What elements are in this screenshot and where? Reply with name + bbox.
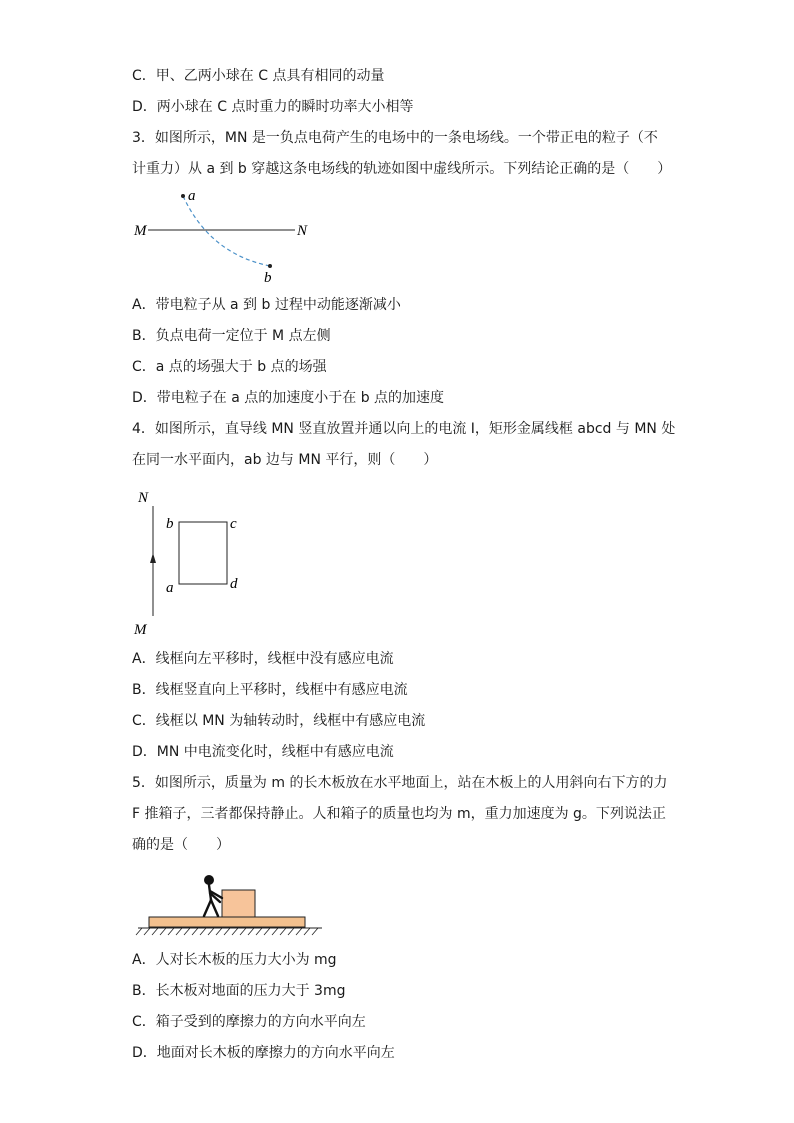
q4-stem-line1: 4．如图所示，直导线 MN 竖直放置并通以向上的电流 I，矩形金属线框 abcd 与 MN 处 [132, 421, 676, 437]
q5-stem-line3: 确的是（ ） [132, 837, 230, 853]
person-icon [204, 875, 222, 916]
ground-hatching [136, 928, 318, 935]
q2-option-d: D．两小球在 C 点时重力的瞬时功率大小相等 [132, 99, 414, 115]
q5-option-d: D．地面对长木板的摩擦力的方向水平向左 [132, 1045, 395, 1061]
label-c: c [230, 516, 237, 532]
q5-person-box-board-figure [132, 866, 332, 938]
current-arrow-icon [150, 553, 156, 563]
q4-stem-line2: 在同一水平面内，ab 边与 MN 平行，则（ ） [132, 452, 438, 468]
q3-stem-line2: 计重力）从 a 到 b 穿越这条电场线的轨迹如图中虚线所示。下列结论正确的是（ ） [132, 161, 672, 177]
q5-stem-line1: 5．如图所示，质量为 m 的长木板放在水平地面上，站在木板上的人用斜向右下方的力 [132, 775, 668, 791]
q3-option-d: D．带电粒子在 a 点的加速度小于在 b 点的加速度 [132, 390, 445, 406]
q3-field-line-figure [130, 186, 320, 286]
metal-loop-abcd [179, 522, 227, 584]
particle-trajectory [183, 196, 270, 266]
label-b: b [166, 516, 174, 532]
q4-option-d: D．MN 中电流变化时，线框中有感应电流 [132, 744, 394, 760]
q5-option-c: C．箱子受到的摩擦力的方向水平向左 [132, 1014, 366, 1030]
label-m: M [134, 223, 147, 239]
label-m: M [134, 622, 147, 638]
label-d: d [230, 576, 238, 592]
label-a: a [188, 188, 196, 204]
label-n: N [297, 223, 308, 239]
point-b [268, 264, 272, 268]
label-n: N [138, 490, 149, 506]
q4-option-c: C．线框以 MN 为轴转动时，线框中有感应电流 [132, 713, 426, 729]
q5-stem-line2: F 推箱子，三者都保持静止。人和箱子的质量也均为 m，重力加速度为 g。下列说法正 [132, 806, 666, 822]
q3-option-c: C．a 点的场强大于 b 点的场强 [132, 359, 327, 375]
point-a [181, 194, 185, 198]
label-b: b [264, 270, 272, 286]
q3-option-a: A．带电粒子从 a 到 b 过程中动能逐渐减小 [132, 297, 401, 313]
q4-option-a: A．线框向左平移时，线框中没有感应电流 [132, 651, 394, 667]
q3-stem-line1: 3．如图所示，MN 是一负点电荷产生的电场中的一条电场线。一个带正电的粒子（不 [132, 130, 658, 146]
q5-option-b: B．长木板对地面的压力大于 3mg [132, 983, 346, 999]
label-a: a [166, 580, 174, 596]
box [222, 890, 255, 917]
q4-wire-loop-figure [130, 484, 260, 640]
long-board [149, 917, 305, 927]
q3-option-b: B．负点电荷一定位于 M 点左侧 [132, 328, 331, 344]
q5-option-a: A．人对长木板的压力大小为 mg [132, 952, 337, 968]
q4-option-b: B．线框竖直向上平移时，线框中有感应电流 [132, 682, 408, 698]
q2-option-c: C．甲、乙两小球在 C 点具有相同的动量 [132, 68, 385, 84]
